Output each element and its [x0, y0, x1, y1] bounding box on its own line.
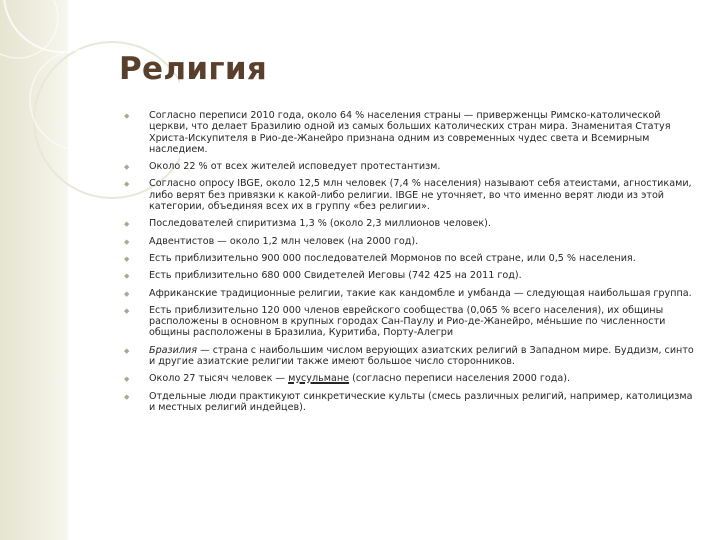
- list-item: [124, 345, 696, 368]
- list-item-text: — страна с наибольшим числом верующих азиатских религий в Западном мире. Буддизм, синто и другие азиатские религии также имеют большое число сторонников.: [149, 344, 694, 368]
- list-item-text: Есть приблизительно 900 000 последователей Мормонов по всей стране, или 0,5 % населения.: [149, 252, 636, 264]
- list-item: [124, 373, 696, 384]
- list-item: [124, 236, 696, 247]
- bullet-icon: ◆: [124, 163, 130, 172]
- bullet-icon: ◆: [124, 272, 130, 281]
- bullet-icon: ◆: [124, 375, 130, 384]
- list-item: [124, 161, 696, 172]
- list-item-text: Адвентистов — около 1,2 млн человек (на 2000 год).: [149, 235, 419, 247]
- bullet-icon: ◆: [124, 237, 130, 246]
- bullet-icon: ◆: [124, 346, 130, 355]
- list-item-text: Африканские традиционные религии, такие как кандомбле и умбанда — следующая наибольшая группа.: [149, 287, 692, 299]
- list-item: [124, 391, 696, 414]
- list-item-text: Согласно переписи 2010 года, около 64 % населения страны — приверженцы Римско-католической церкви, что делает Бразилию одной из самых больших католических стран мира. Знаменитая Статуя Христа-Искупителя в Рио-де-Жанейро признана одним из современных чудес света и Всемирным наследием.: [149, 110, 671, 155]
- list-item: [124, 178, 696, 212]
- list-item-text: (согласно переписи населения 2000 года).: [349, 373, 571, 385]
- list-item: [124, 270, 696, 281]
- muslims-link[interactable]: мусульмане: [288, 373, 350, 385]
- list-item-text: Согласно опросу IBGE, около 12,5 млн человек (7,4 % населения) называют себя атеистами, агностиками, либо верят без привязки к какой-либо религии. IBGE не уточняет, во что именно верят люди из этой категории, объединяя всех их в группу «без религии».: [149, 178, 692, 213]
- italic-term: Бразилия: [149, 344, 198, 356]
- list-item-text: Последователей спиритизма 1,3 % (около 2,3 миллионов человек).: [149, 218, 491, 230]
- list-item: [124, 305, 696, 339]
- bullet-icon: ◆: [124, 254, 130, 263]
- list-item: [124, 288, 696, 299]
- list-item-text: Есть приблизительно 120 000 членов еврейского сообщества (0,065 % всего населения), их общины расположены в основном в крупных городах Сан-Паулу и Рио-де-Жанейро, ме́ньшие по численности общины расположены в Бразилиа, Куритиба, Порту-Алегри: [149, 304, 666, 339]
- list-item-text: Есть приблизительно 680 000 Свидетелей Иеговы (742 425 на 2011 год).: [149, 270, 522, 282]
- bullet-icon: ◆: [124, 392, 130, 401]
- list-item-text: Около 22 % от всех жителей исповедует протестантизм.: [149, 161, 441, 173]
- list-item-text: Около 27 тысяч человек —: [149, 373, 289, 385]
- bullet-icon: ◆: [124, 180, 130, 189]
- list-item: [124, 218, 696, 229]
- bullet-icon: ◆: [124, 306, 130, 315]
- bullet-icon: ◆: [124, 289, 130, 298]
- list-item-text: Отдельные люди практикуют синкретические культы (смесь различных религий, например, католицизма и местных религий индейцев).: [149, 390, 693, 413]
- slide-title: Религия: [119, 51, 268, 87]
- list-item: [124, 110, 696, 155]
- list-item: [124, 253, 696, 264]
- bullet-icon: ◆: [124, 220, 130, 229]
- bullet-icon: ◆: [124, 112, 130, 120]
- bullet-list: [124, 110, 696, 419]
